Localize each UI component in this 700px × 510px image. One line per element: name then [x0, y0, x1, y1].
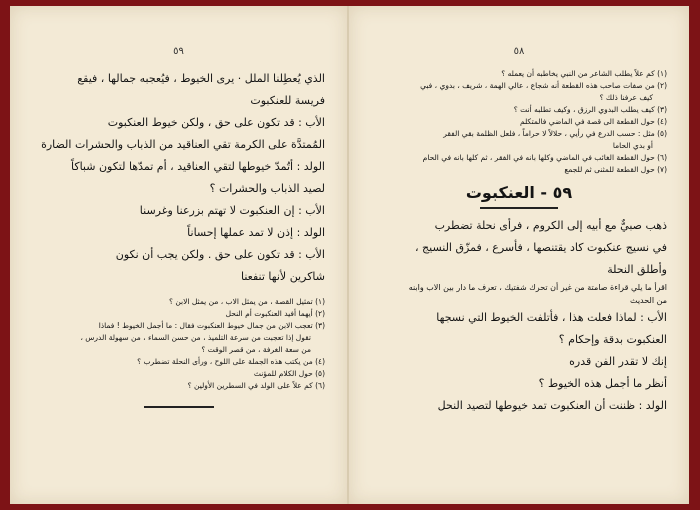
- exercise-item: (٢) أيهما أفيد العنكبوت أم النحل: [225, 309, 325, 318]
- exercise-item: (١) كم علاً يطلب الشاعر من النبي يخاطبه أن يعمله ؟: [501, 69, 667, 78]
- exercise-item: تقول إذا تعجبت من سرعة التلميذ ، من حسن السماء ، من سهولة الدرس ،: [80, 333, 311, 342]
- title-underline: [480, 207, 558, 209]
- left-page-content: [32, 68, 325, 484]
- dialogue-line: أنظر ما أجمل هذه الخيوط ؟: [538, 376, 667, 390]
- dialogue-line: العنكبوت بدقة وإحكام ؟: [558, 332, 667, 346]
- reading-note: من الحديث: [629, 295, 667, 305]
- exercise-item: أو بدي الحاما: [612, 141, 653, 150]
- dialogue-line: الأب : لماذا فعلت هذا ، فأتلفت الخيوط التي نسجها: [436, 310, 667, 324]
- dialogue-line: إنك لا تقدر الفن قدره: [569, 354, 667, 368]
- text-line: شاكرين لأنها تنفعنا: [241, 270, 325, 283]
- text-line: الأب : إن العنكبوت لا تهتم بزرعنا وغرسنا: [139, 204, 325, 217]
- exercise-item: (٢) من صفات صاحب هذه القطعة أنه شجاع ، عالي الهمة ، شريف ، بدوي ، فبي: [420, 81, 667, 90]
- exercise-item: (٤) من يكتب هذه الجملة على اللوح ، ورأى النحلة تضطرب ؟: [137, 357, 325, 366]
- text-line: فريسة للعنكبوت: [250, 94, 325, 107]
- text-line: في نسيج عنكبوت كاد يقتنصها ، فأسرع ، فمزّق النسيج ،: [414, 240, 667, 254]
- lesson-title: [371, 180, 667, 209]
- dialogue-line: الولد : ظننت أن العنكبوت تمد خيوطها لتصيد النحل: [437, 398, 667, 412]
- text-line: الأب : قد تكون على حق ، ولكن خيوط العنكبوت: [107, 116, 325, 129]
- text-line: وأطلق النحلة: [607, 262, 667, 276]
- right-page-content: [371, 68, 667, 484]
- exercise-item: (٧) حول القطعة للمثنى ثم للجمع: [564, 165, 667, 174]
- text-line: الذي يُعطِلنا الملل · يرى الخيوط ، فيُعجبه جمالها ، فيقع: [77, 72, 325, 85]
- exercise-item: (٣) تعجب الابن من جمال خيوط العنكبوت فقال : ما أجمل الخيوط ! فماذا: [98, 321, 325, 330]
- exercise-item: (٣) كيف يطلب البدوي الرزق ، وكيف تطلبه أنت ؟: [513, 105, 667, 114]
- right-page: [349, 6, 689, 504]
- text-line: ذهب صبيٌّ مع أبيه إلى الكروم ، فرأى نحلة تضطرب: [434, 218, 667, 232]
- exercise-item: (٦) حول القطعة الغائب في الماضي وكلها بانه في الفقر ، ثم كلها بانه في الحام: [422, 153, 667, 162]
- divider-rule: [144, 406, 214, 408]
- exercise-item: كيف عرفنا ذلك ؟: [599, 93, 653, 102]
- exercise-item: من سعة الغرفة ، من قصر الوقت ؟: [201, 345, 311, 354]
- text-line: الولد : أتُمدّ خيوطها لتقي العناقيد ، أم تمدّها لتكون شباكاً: [70, 160, 325, 173]
- text-line: الأب : قد تكون على حق . ولكن يجب أن نكون: [115, 248, 325, 261]
- exercise-item: (١) تمثيل القصة ، من يمثل الاب ، من يمثل الابن ؟: [168, 297, 325, 306]
- page-number: ٥٩: [173, 46, 184, 57]
- left-page: [10, 6, 349, 504]
- page-number: ٥٨: [513, 46, 525, 57]
- reading-note: اقرأ ما يلي قراءة صامتة من غير أن تحرك شفتيك ، تعرف ما دار بين الاب وابنه: [408, 282, 667, 292]
- exercise-item: (٤) حول القطعة الى قصة في الماضي فالمتكلم: [519, 117, 667, 126]
- text-line: لصيد الذباب والحشرات ؟: [209, 182, 325, 195]
- text-line: المُمتدَّة على الكرمة تقي العناقيد من الذباب والحشرات الضارة: [41, 138, 325, 151]
- exercise-item: (٦) كم علاً على الولد في السطرين الأولين ؟: [187, 381, 325, 390]
- exercise-item: (٥) مثل : حسب الدرع في رأيي ، حلالاً لا حراماً ، فلعل الظلمة بقي الفقر: [443, 129, 667, 138]
- lesson-title-text: ٥٩ - العنكبوت: [465, 183, 573, 202]
- text-line: الولد : إذن لا تمد عملها إحساناً: [187, 226, 325, 239]
- exercise-item: (٥) حول الكلام للمؤنث: [253, 369, 325, 378]
